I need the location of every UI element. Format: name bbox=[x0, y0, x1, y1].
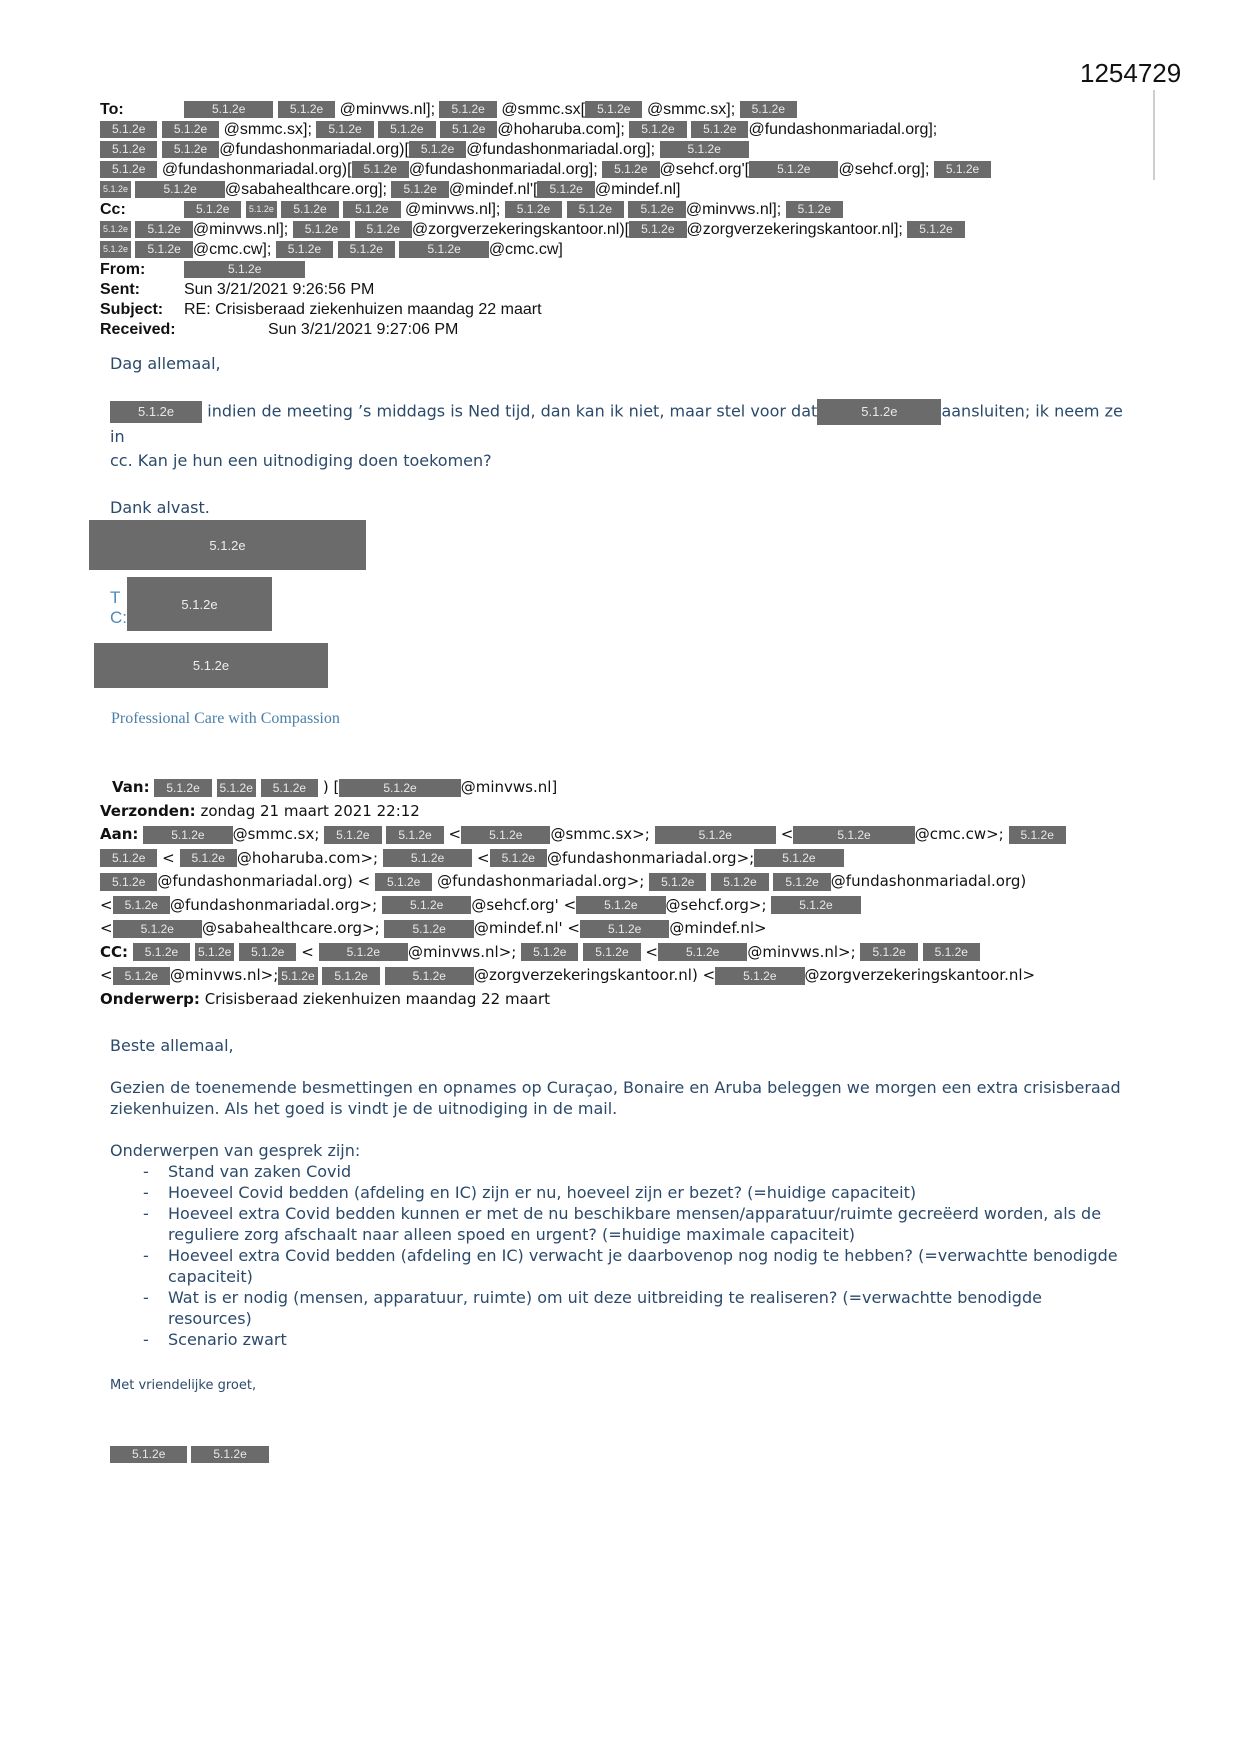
onderwerp-label: Onderwerp: bbox=[100, 989, 200, 1008]
redaction-box: 5.1.2e bbox=[1009, 826, 1066, 844]
list-item: - Scenario zwart bbox=[110, 1329, 1130, 1350]
slogan: Professional Care with Compassion bbox=[111, 710, 340, 727]
redaction-box: 5.1.2e bbox=[195, 943, 234, 961]
redaction-box: 5.1.2e bbox=[378, 121, 435, 138]
redaction-box: 5.1.2e bbox=[154, 779, 211, 797]
redaction-box: 5.1.2e bbox=[100, 241, 131, 258]
redaction-box: 5.1.2e bbox=[100, 849, 157, 867]
redaction-box: 5.1.2e bbox=[135, 221, 192, 238]
email-domain: @sehcf.org]; bbox=[838, 161, 930, 178]
email-domain: @fundashonmariadal.org]; bbox=[408, 161, 598, 178]
redaction-box: 5.1.2e bbox=[316, 121, 373, 138]
subject-label: Subject: bbox=[100, 301, 164, 318]
received-row bbox=[100, 320, 1140, 340]
email-domain: @zorgverzekeringskantoor.nl) < bbox=[473, 966, 716, 984]
onderwerp-value: Crisisberaad ziekenhuizen maandag 22 maart bbox=[204, 989, 551, 1008]
aan-row-3 bbox=[100, 870, 1140, 894]
text-fragment: < bbox=[448, 825, 462, 843]
redaction-box: 5.1.2e bbox=[352, 161, 409, 178]
signature-redaction: 5.1.2e bbox=[127, 577, 272, 631]
email-domain: @smmc.sx]; bbox=[646, 101, 736, 118]
list-item: - Stand van zaken Covid bbox=[110, 1161, 1130, 1182]
redaction-box: 5.1.2e bbox=[649, 873, 706, 891]
redaction-box: 5.1.2e bbox=[184, 201, 241, 218]
redaction-box: 5.1.2e bbox=[278, 101, 335, 118]
redaction-box: 5.1.2e bbox=[711, 873, 768, 891]
signature-contact bbox=[110, 588, 127, 628]
redaction-box: 5.1.2e bbox=[100, 141, 157, 158]
redaction-box: 5.1.2e bbox=[113, 967, 170, 985]
sent-label: Sent: bbox=[100, 281, 140, 298]
redaction-box: 5.1.2e bbox=[184, 261, 305, 278]
redaction-box: 5.1.2e bbox=[567, 201, 624, 218]
email-domain: @hoharuba.com>; bbox=[236, 848, 379, 867]
redaction-box: 5.1.2e bbox=[100, 121, 157, 138]
redaction-box: 5.1.2e bbox=[399, 241, 488, 258]
email-domain: @minvws.nl>; bbox=[169, 966, 279, 984]
redaction-box: 5.1.2e bbox=[319, 943, 408, 961]
redaction-box: 5.1.2e bbox=[180, 849, 237, 867]
sent-value: Sun 3/21/2021 9:26:56 PM bbox=[184, 281, 375, 298]
redaction-box: 5.1.2e bbox=[576, 896, 665, 914]
redaction-box: 5.1.2e bbox=[386, 826, 443, 844]
email-domain: @mindef.nl] bbox=[594, 181, 681, 198]
redaction-box: 5.1.2e bbox=[658, 943, 747, 961]
logo-redaction: 5.1.2e bbox=[94, 643, 328, 688]
paragraph-text: indien de meeting ’s middags is Ned tijd, dan kan ik niet, maar stel voor dat bbox=[207, 401, 818, 421]
email-domain: @smmc.sx>; bbox=[550, 825, 650, 843]
text-fragment: < bbox=[100, 966, 113, 984]
email-domain: @fundashonmariadal.org>; bbox=[546, 848, 755, 867]
paragraph bbox=[110, 399, 1126, 473]
redaction-box: 5.1.2e bbox=[629, 121, 686, 138]
thanks: Dank alvast. bbox=[110, 498, 210, 517]
email-domain: @smmc.sx]; bbox=[223, 121, 312, 138]
email-domain: @mindef.nl> bbox=[669, 919, 767, 937]
intro-paragraph: Gezien de toenemende besmettingen en opnames op Curaçao, Bonaire en Aruba beleggen we morgen een extra crisisberaad ziekenhuizen. Als het goed is vindt je de uitnodiging in de mail. bbox=[110, 1078, 1121, 1118]
redaction-box: 5.1.2e bbox=[343, 201, 400, 218]
redaction-box: 5.1.2e bbox=[239, 943, 296, 961]
redaction-box: 5.1.2e bbox=[583, 943, 640, 961]
email-domain: @smmc.sx[ bbox=[501, 101, 586, 118]
document-id: 1254729 bbox=[1080, 58, 1182, 88]
cell-label: C: bbox=[110, 608, 127, 627]
redaction-box: 5.1.2e bbox=[602, 161, 659, 178]
email-domain: @sabahealthcare.org]; bbox=[224, 181, 387, 198]
to-row-3 bbox=[100, 140, 1140, 160]
received-label: Received: bbox=[100, 321, 176, 338]
list-item: - Hoeveel extra Covid bedden kunnen er met de nu beschikbare mensen/apparatuur/ruimte gecreëerd worden, als de reguliere zorg afschaalt naar alleen spoed en urgent? (=huidige maximale capaciteit) bbox=[110, 1203, 1130, 1245]
redaction-box: 5.1.2e bbox=[691, 121, 748, 138]
redaction-box: 5.1.2e bbox=[773, 873, 830, 891]
verzonden-value: zondag 21 maart 2021 22:12 bbox=[200, 801, 420, 820]
sender-signature bbox=[110, 1445, 269, 1463]
redaction-box: 5.1.2e bbox=[384, 920, 473, 938]
redaction-box: 5.1.2e bbox=[110, 401, 202, 423]
email-domain: @fundashonmariadal.org>; bbox=[169, 895, 378, 914]
redaction-box: 5.1.2e bbox=[580, 920, 669, 938]
redaction-box: 5.1.2e bbox=[537, 181, 594, 198]
cc-label: Cc: bbox=[100, 201, 126, 218]
to-label: To: bbox=[100, 101, 124, 118]
email-domain: @minvws.nl] bbox=[460, 778, 558, 796]
redaction-box: 5.1.2e bbox=[740, 101, 797, 118]
redaction-box: 5.1.2e bbox=[715, 967, 804, 985]
redaction-box: 5.1.2e bbox=[628, 201, 685, 218]
cc-label-2: CC: bbox=[100, 942, 129, 961]
email-domain: @zorgverzekeringskantoor.nl]; bbox=[686, 221, 903, 238]
redaction-box: 5.1.2e bbox=[100, 873, 157, 891]
redaction-box: 5.1.2e bbox=[184, 101, 273, 118]
email-domain: @fundashonmariadal.org) bbox=[830, 872, 1027, 890]
redaction-box: 5.1.2e bbox=[793, 826, 914, 844]
redaction-box: 5.1.2e bbox=[375, 873, 432, 891]
email-domain: @fundashonmariadal.org)[ bbox=[219, 141, 409, 158]
redaction-box: 5.1.2e bbox=[923, 943, 980, 961]
email-domain: @sehcf.org'[ bbox=[659, 161, 750, 178]
redaction-box: 5.1.2e bbox=[133, 943, 190, 961]
email-domain: @zorgverzekeringskantoor.nl> bbox=[804, 966, 1036, 984]
email-domain: @minvws.nl]; bbox=[685, 201, 782, 218]
topics-label: Onderwerpen van gesprek zijn: bbox=[110, 1141, 361, 1160]
to-row-5 bbox=[100, 180, 1140, 200]
redaction-box: 5.1.2e bbox=[339, 779, 460, 797]
van-label: Van: bbox=[112, 778, 150, 796]
email-domain: @sehcf.org' < bbox=[471, 895, 577, 914]
aan-row-5 bbox=[100, 917, 1140, 941]
email-domain: @fundashonmariadal.org)[ bbox=[161, 161, 352, 178]
redaction-box: 5.1.2e bbox=[505, 201, 562, 218]
topics-list bbox=[110, 1161, 1130, 1350]
margin-line bbox=[1153, 90, 1155, 180]
redaction-box: 5.1.2e bbox=[585, 101, 642, 118]
subject-row bbox=[100, 300, 1140, 320]
redaction-box: 5.1.2e bbox=[217, 779, 256, 797]
message-body-2 bbox=[110, 1035, 1130, 1350]
redaction-box: 5.1.2e bbox=[322, 967, 379, 985]
aan-row-4 bbox=[100, 894, 1140, 918]
redaction-box: 5.1.2e bbox=[113, 896, 170, 914]
email-domain: @zorgverzekeringskantoor.nl)[ bbox=[411, 221, 630, 238]
redaction-box: 5.1.2e bbox=[655, 826, 776, 844]
greeting: Dag allemaal, bbox=[110, 354, 221, 373]
paragraph-text: aansluiten; ik neem ze in bbox=[110, 401, 1123, 446]
to-row-4 bbox=[100, 160, 1140, 180]
redaction-box: 5.1.2e bbox=[324, 826, 381, 844]
redaction-box: 5.1.2e bbox=[110, 1446, 187, 1463]
redaction-box: 5.1.2e bbox=[355, 221, 412, 238]
text-fragment: < bbox=[162, 848, 175, 867]
email-domain: @smmc.sx; bbox=[232, 825, 320, 843]
email-domain: @minvws.nl]; bbox=[339, 101, 436, 118]
redaction-box: 5.1.2e bbox=[382, 896, 471, 914]
text-fragment: < bbox=[645, 942, 658, 961]
redaction-box: 5.1.2e bbox=[162, 141, 219, 158]
signature-redaction: 5.1.2e bbox=[89, 520, 366, 570]
text-fragment: < bbox=[100, 895, 113, 914]
email-domain: @minvws.nl>; bbox=[747, 942, 856, 961]
redaction-box: 5.1.2e bbox=[261, 779, 318, 797]
closing: Met vriendelijke groet, bbox=[110, 1378, 257, 1393]
onderwerp-row bbox=[100, 988, 1140, 1012]
from-row bbox=[100, 260, 1140, 280]
redaction-box: 5.1.2e bbox=[934, 161, 991, 178]
redaction-box: 5.1.2e bbox=[383, 849, 472, 867]
redaction-box: 5.1.2e bbox=[100, 161, 157, 178]
redaction-box: 5.1.2e bbox=[276, 241, 333, 258]
redaction-box: 5.1.2e bbox=[143, 826, 232, 844]
message-body-1 bbox=[106, 352, 1126, 543]
email-header-1 bbox=[100, 100, 1140, 340]
verzonden-label: Verzonden: bbox=[100, 801, 196, 820]
to-row-2 bbox=[100, 120, 1140, 140]
aan-label: Aan: bbox=[100, 825, 139, 843]
text-fragment: < bbox=[301, 942, 314, 961]
email-domain: @mindef.nl'[ bbox=[448, 181, 538, 198]
from-label: From: bbox=[100, 261, 146, 278]
email-domain: @sabahealthcare.org>; bbox=[201, 919, 380, 937]
email-header-2 bbox=[100, 776, 1140, 1011]
email-domain: @fundashonmariadal.org) < bbox=[157, 872, 371, 890]
verzonden-row bbox=[100, 800, 1140, 824]
aan-row-1 bbox=[100, 823, 1140, 847]
cc-row-1 bbox=[100, 200, 1140, 220]
redaction-box: 5.1.2e bbox=[391, 181, 448, 198]
phone-label: T bbox=[110, 588, 121, 607]
subject-value: RE: Crisisberaad ziekenhuizen maandag 22 maart bbox=[184, 301, 542, 318]
redaction-box: 5.1.2e bbox=[771, 896, 860, 914]
text-fragment: < bbox=[780, 825, 794, 843]
greeting-2: Beste allemaal, bbox=[110, 1036, 234, 1055]
to-row-1 bbox=[100, 100, 1140, 120]
redaction-box: 5.1.2e bbox=[385, 967, 474, 985]
redaction-box: 5.1.2e bbox=[162, 121, 219, 138]
redaction-box: 5.1.2e bbox=[749, 161, 838, 178]
email-domain: @fundashonmariadal.org>; bbox=[437, 872, 645, 890]
redaction-box: 5.1.2e bbox=[860, 943, 917, 961]
redaction-box: 5.1.2e bbox=[409, 141, 466, 158]
email-domain: @minvws.nl]; bbox=[192, 221, 289, 238]
email-domain: @fundashonmariadal.org]; bbox=[466, 141, 656, 158]
redaction-box: 5.1.2e bbox=[100, 181, 131, 198]
email-domain: @fundashonmariadal.org]; bbox=[748, 121, 938, 138]
redaction-box: 5.1.2e bbox=[281, 201, 338, 218]
cc-row-2b bbox=[100, 964, 1140, 988]
redaction-box: 5.1.2e bbox=[338, 241, 395, 258]
redaction-box: 5.1.2e bbox=[293, 221, 350, 238]
cc-row-3 bbox=[100, 240, 1140, 260]
redaction-box: 5.1.2e bbox=[754, 849, 843, 867]
text-fragment: < bbox=[100, 919, 113, 937]
redaction-box: 5.1.2e bbox=[629, 221, 686, 238]
email-domain: @cmc.cw]; bbox=[192, 241, 272, 258]
email-domain: @minvws.nl]; bbox=[404, 201, 501, 218]
paragraph-text: cc. Kan je hun een uitnodiging doen toekomen? bbox=[110, 451, 492, 470]
redaction-box: 5.1.2e bbox=[100, 221, 131, 238]
list-item: - Hoeveel Covid bedden (afdeling en IC) zijn er nu, hoeveel zijn er bezet? (=huidige capaciteit) bbox=[110, 1182, 1130, 1203]
redaction-box: 5.1.2e bbox=[490, 849, 547, 867]
redaction-box: 5.1.2e bbox=[191, 1446, 268, 1463]
aan-row-2 bbox=[100, 847, 1140, 871]
redaction-box: 5.1.2e bbox=[521, 943, 578, 961]
list-item: - Wat is er nodig (mensen, apparatuur, ruimte) om uit deze uitbreiding te realiseren? (=verwachtte benodigde resources) bbox=[110, 1287, 1130, 1329]
redaction-box: 5.1.2e bbox=[461, 826, 550, 844]
redaction-box: 5.1.2e bbox=[817, 399, 941, 425]
email-domain: @hoharuba.com]; bbox=[497, 121, 625, 138]
text-fragment: ) [ bbox=[322, 778, 340, 796]
redaction-box: 5.1.2e bbox=[246, 201, 277, 218]
redaction-box: 5.1.2e bbox=[135, 181, 224, 198]
email-domain: @cmc.cw>; bbox=[914, 825, 1004, 843]
redaction-box: 5.1.2e bbox=[660, 141, 749, 158]
redaction-box: 5.1.2e bbox=[113, 920, 202, 938]
redaction-box: 5.1.2e bbox=[278, 967, 317, 985]
sent-row bbox=[100, 280, 1140, 300]
redaction-box: 5.1.2e bbox=[439, 101, 496, 118]
email-domain: @cmc.cw] bbox=[488, 241, 563, 258]
cc-row-2 bbox=[100, 220, 1140, 240]
email-domain: @sehcf.org>; bbox=[665, 895, 767, 914]
van-row bbox=[100, 776, 1140, 800]
text-fragment: < bbox=[477, 848, 490, 867]
email-domain: @mindef.nl' < bbox=[473, 919, 580, 937]
received-value: Sun 3/21/2021 9:27:06 PM bbox=[268, 321, 459, 338]
redaction-box: 5.1.2e bbox=[440, 121, 497, 138]
email-domain: @minvws.nl>; bbox=[408, 942, 517, 961]
cc-row bbox=[100, 941, 1140, 965]
list-item: - Hoeveel extra Covid bedden (afdeling en IC) verwacht je daarbovenop nog nodig te hebben? (=verwachtte benodigde capaciteit) bbox=[110, 1245, 1130, 1287]
redaction-box: 5.1.2e bbox=[907, 221, 964, 238]
redaction-box: 5.1.2e bbox=[135, 241, 192, 258]
redaction-box: 5.1.2e bbox=[786, 201, 843, 218]
